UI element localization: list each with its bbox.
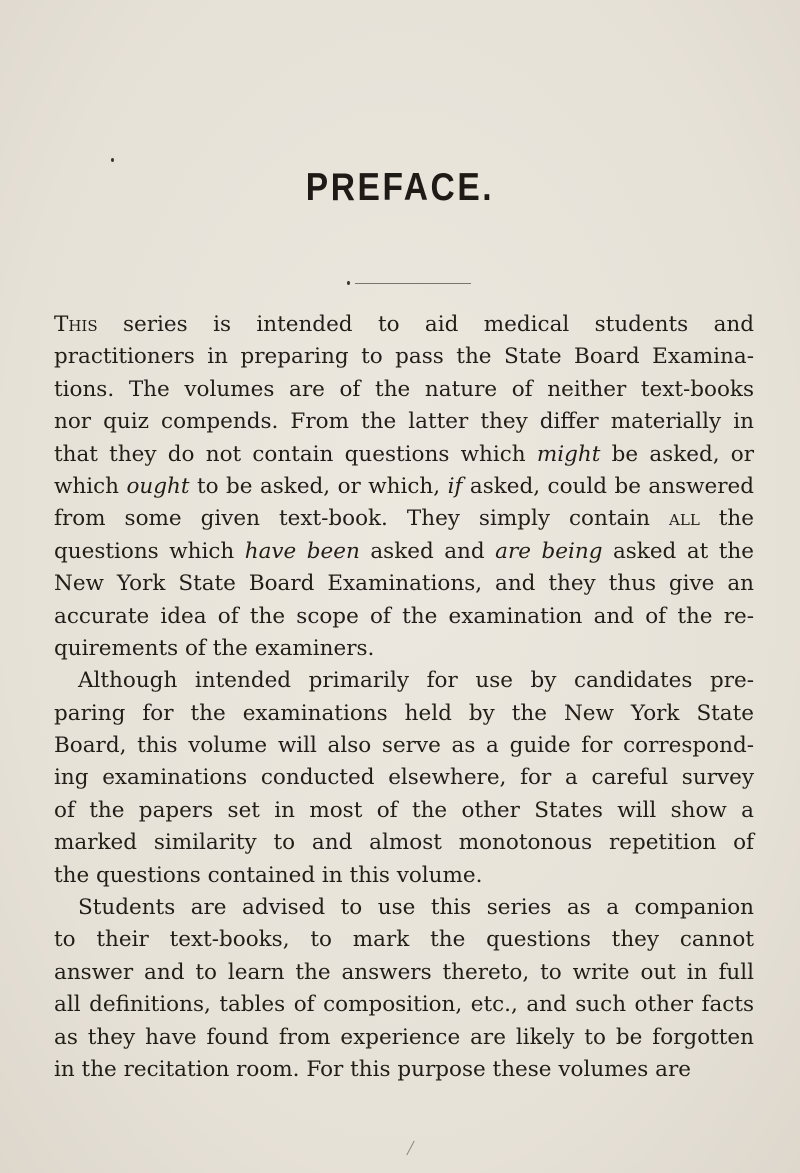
text-line bbox=[54, 957, 754, 989]
text-run: to be asked, or which, bbox=[189, 473, 448, 499]
text-run: questions which bbox=[54, 538, 245, 564]
text-line bbox=[54, 1054, 754, 1086]
preface-text bbox=[54, 309, 754, 1086]
text-run: Board, this volume will also serve as a guide for correspond- bbox=[54, 733, 754, 759]
text-line bbox=[54, 601, 754, 633]
ink-speck bbox=[347, 281, 350, 285]
text-line bbox=[54, 924, 754, 956]
text-run: from some given text-book. They simply contain bbox=[54, 506, 670, 532]
small-caps-text: This bbox=[54, 312, 98, 337]
text-run: to their text-books, to mark the questions they cannot bbox=[54, 927, 754, 953]
text-line bbox=[54, 309, 754, 341]
text-line bbox=[54, 568, 754, 600]
text-run: asked at the bbox=[602, 538, 754, 564]
text-run: series is intended to aid medical students and bbox=[97, 312, 754, 337]
text-run: practitioners in preparing to pass the State Board Examina- bbox=[54, 344, 754, 370]
text-line bbox=[54, 341, 754, 373]
text-line bbox=[54, 827, 754, 859]
paragraph bbox=[54, 892, 754, 1086]
text-run: asked and bbox=[359, 538, 496, 564]
ink-speck bbox=[111, 158, 114, 162]
text-run: asked, could be answered bbox=[462, 473, 754, 499]
text-run: Students are advised to use this series as a companion bbox=[78, 895, 754, 921]
text-line bbox=[54, 795, 754, 827]
text-run: be asked, or bbox=[600, 441, 755, 467]
paragraph bbox=[54, 309, 754, 665]
text-line bbox=[54, 730, 754, 762]
text-run: that they do not contain questions which bbox=[54, 441, 537, 467]
text-run: nor quiz compends. From the latter they differ materially in bbox=[54, 409, 754, 435]
text-line bbox=[54, 665, 754, 697]
italic-text: are being bbox=[495, 538, 603, 564]
text-line bbox=[54, 892, 754, 924]
text-line bbox=[54, 503, 754, 535]
text-run: as they have found from experience are likely to be forgotten bbox=[54, 1024, 754, 1050]
text-run: which bbox=[54, 473, 127, 499]
italic-text: have been bbox=[244, 538, 360, 564]
text-run: New York State Board Examinations, and they thus give an bbox=[54, 571, 754, 597]
text-run: quirements of the examiners. bbox=[54, 635, 375, 661]
pencil-mark bbox=[406, 1141, 414, 1156]
text-run: marked similarity to and almost monotonous repetition of bbox=[54, 830, 754, 856]
text-line bbox=[54, 860, 754, 892]
text-line bbox=[54, 762, 754, 794]
text-line bbox=[54, 698, 754, 730]
text-line bbox=[54, 633, 754, 665]
text-line bbox=[54, 374, 754, 406]
text-run: tions. The volumes are of the nature of neither text-books bbox=[54, 376, 754, 402]
text-line bbox=[54, 439, 754, 471]
italic-text: if bbox=[447, 473, 463, 499]
text-line bbox=[54, 989, 754, 1021]
italic-text: ought bbox=[126, 473, 190, 499]
text-run: of the papers set in most of the other States will show a bbox=[54, 797, 754, 823]
text-line bbox=[54, 1022, 754, 1054]
text-run: ing examinations conducted elsewhere, for a careful survey bbox=[54, 765, 754, 791]
text-run: all definitions, tables of composition, etc., and such other facts bbox=[54, 992, 754, 1018]
text-run: in the recitation room. For this purpose these volumes are bbox=[54, 1056, 691, 1082]
text-run: paring for the examinations held by the New York State bbox=[54, 700, 754, 726]
text-run: Although intended primarily for use by candidates pre- bbox=[78, 668, 754, 694]
text-run: the bbox=[699, 506, 754, 532]
text-run: the questions contained in this volume. bbox=[54, 862, 483, 888]
small-caps-text: all bbox=[669, 506, 700, 532]
title-rule bbox=[355, 283, 471, 284]
text-line bbox=[54, 536, 754, 568]
paragraph bbox=[54, 665, 754, 892]
text-line bbox=[54, 406, 754, 438]
italic-text: might bbox=[536, 441, 601, 467]
text-line bbox=[54, 471, 754, 503]
text-run: accurate idea of the scope of the examination and of the re- bbox=[54, 603, 754, 629]
text-run: answer and to learn the answers thereto, to write out in full bbox=[54, 959, 754, 985]
page-title: PREFACE. bbox=[305, 166, 495, 209]
